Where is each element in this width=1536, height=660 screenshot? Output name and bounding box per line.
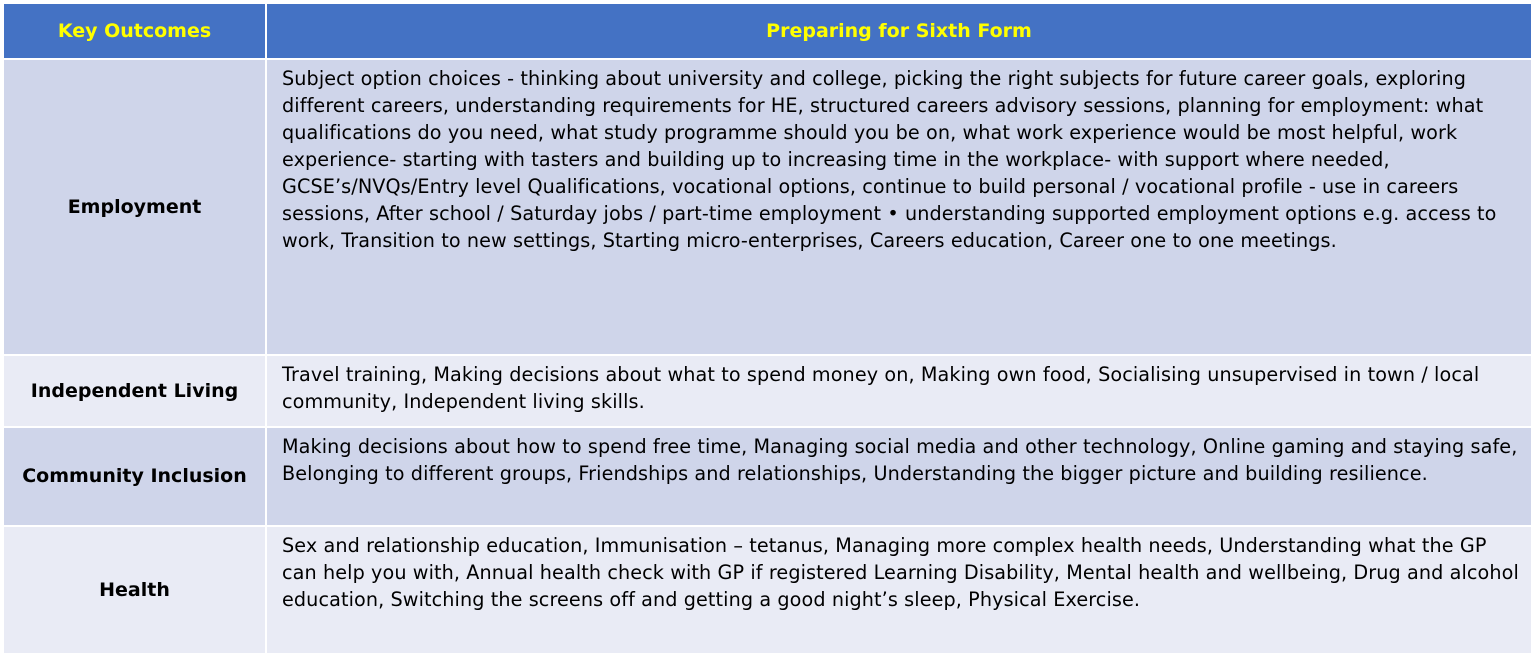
table-row [3, 59, 1532, 355]
outcome-label: Health [3, 526, 266, 654]
header-preparing-for-sixth-form: Preparing for Sixth Form [266, 3, 1532, 59]
outcome-label: Community Inclusion [3, 427, 266, 526]
outcome-details: Travel training, Making decisions about what to spend money on, Making own food, Socialising unsupervised in town / local community, Independent living skills. [266, 355, 1532, 427]
table-header-row [3, 3, 1532, 59]
header-key-outcomes: Key Outcomes [3, 3, 266, 59]
outcome-details: Sex and relationship education, Immunisation – tetanus, Managing more complex health needs, Understanding what the GP can help you with, Annual health check with GP if registered Learning Disability, Mental health and wellbeing, Drug and alcohol education, Switching the screens off and getting a good night’s sleep, Physical Exercise. [266, 526, 1532, 654]
outcome-label: Employment [3, 59, 266, 355]
table-row [3, 427, 1532, 526]
outcomes-table [2, 2, 1533, 655]
outcome-details: Subject option choices - thinking about university and college, picking the right subjects for future career goals, exploring different careers, understanding requirements for HE, structured careers advisory sessions, planning for employment: what qualifications do you need, what study programme should you be on, what work experience would be most helpful, work experience- starting with tasters and building up to increasing time in the workplace- with support where needed, GCSE’s/NVQs/Entry level Qualifications, vocational options, continue to build personal / vocational profile - use in careers sessions, After school / Saturday jobs / part-time employment • understanding supported employment options e.g. access to work, Transition to new settings, Starting micro-enterprises, Careers education, Career one to one meetings. [266, 59, 1532, 355]
table-row [3, 526, 1532, 654]
outcome-label: Independent Living [3, 355, 266, 427]
outcome-details: Making decisions about how to spend free time, Managing social media and other technology, Online gaming and staying safe, Belonging to different groups, Friendships and relationships, Understanding the bigger picture and building resilience. [266, 427, 1532, 526]
table-row [3, 355, 1532, 427]
